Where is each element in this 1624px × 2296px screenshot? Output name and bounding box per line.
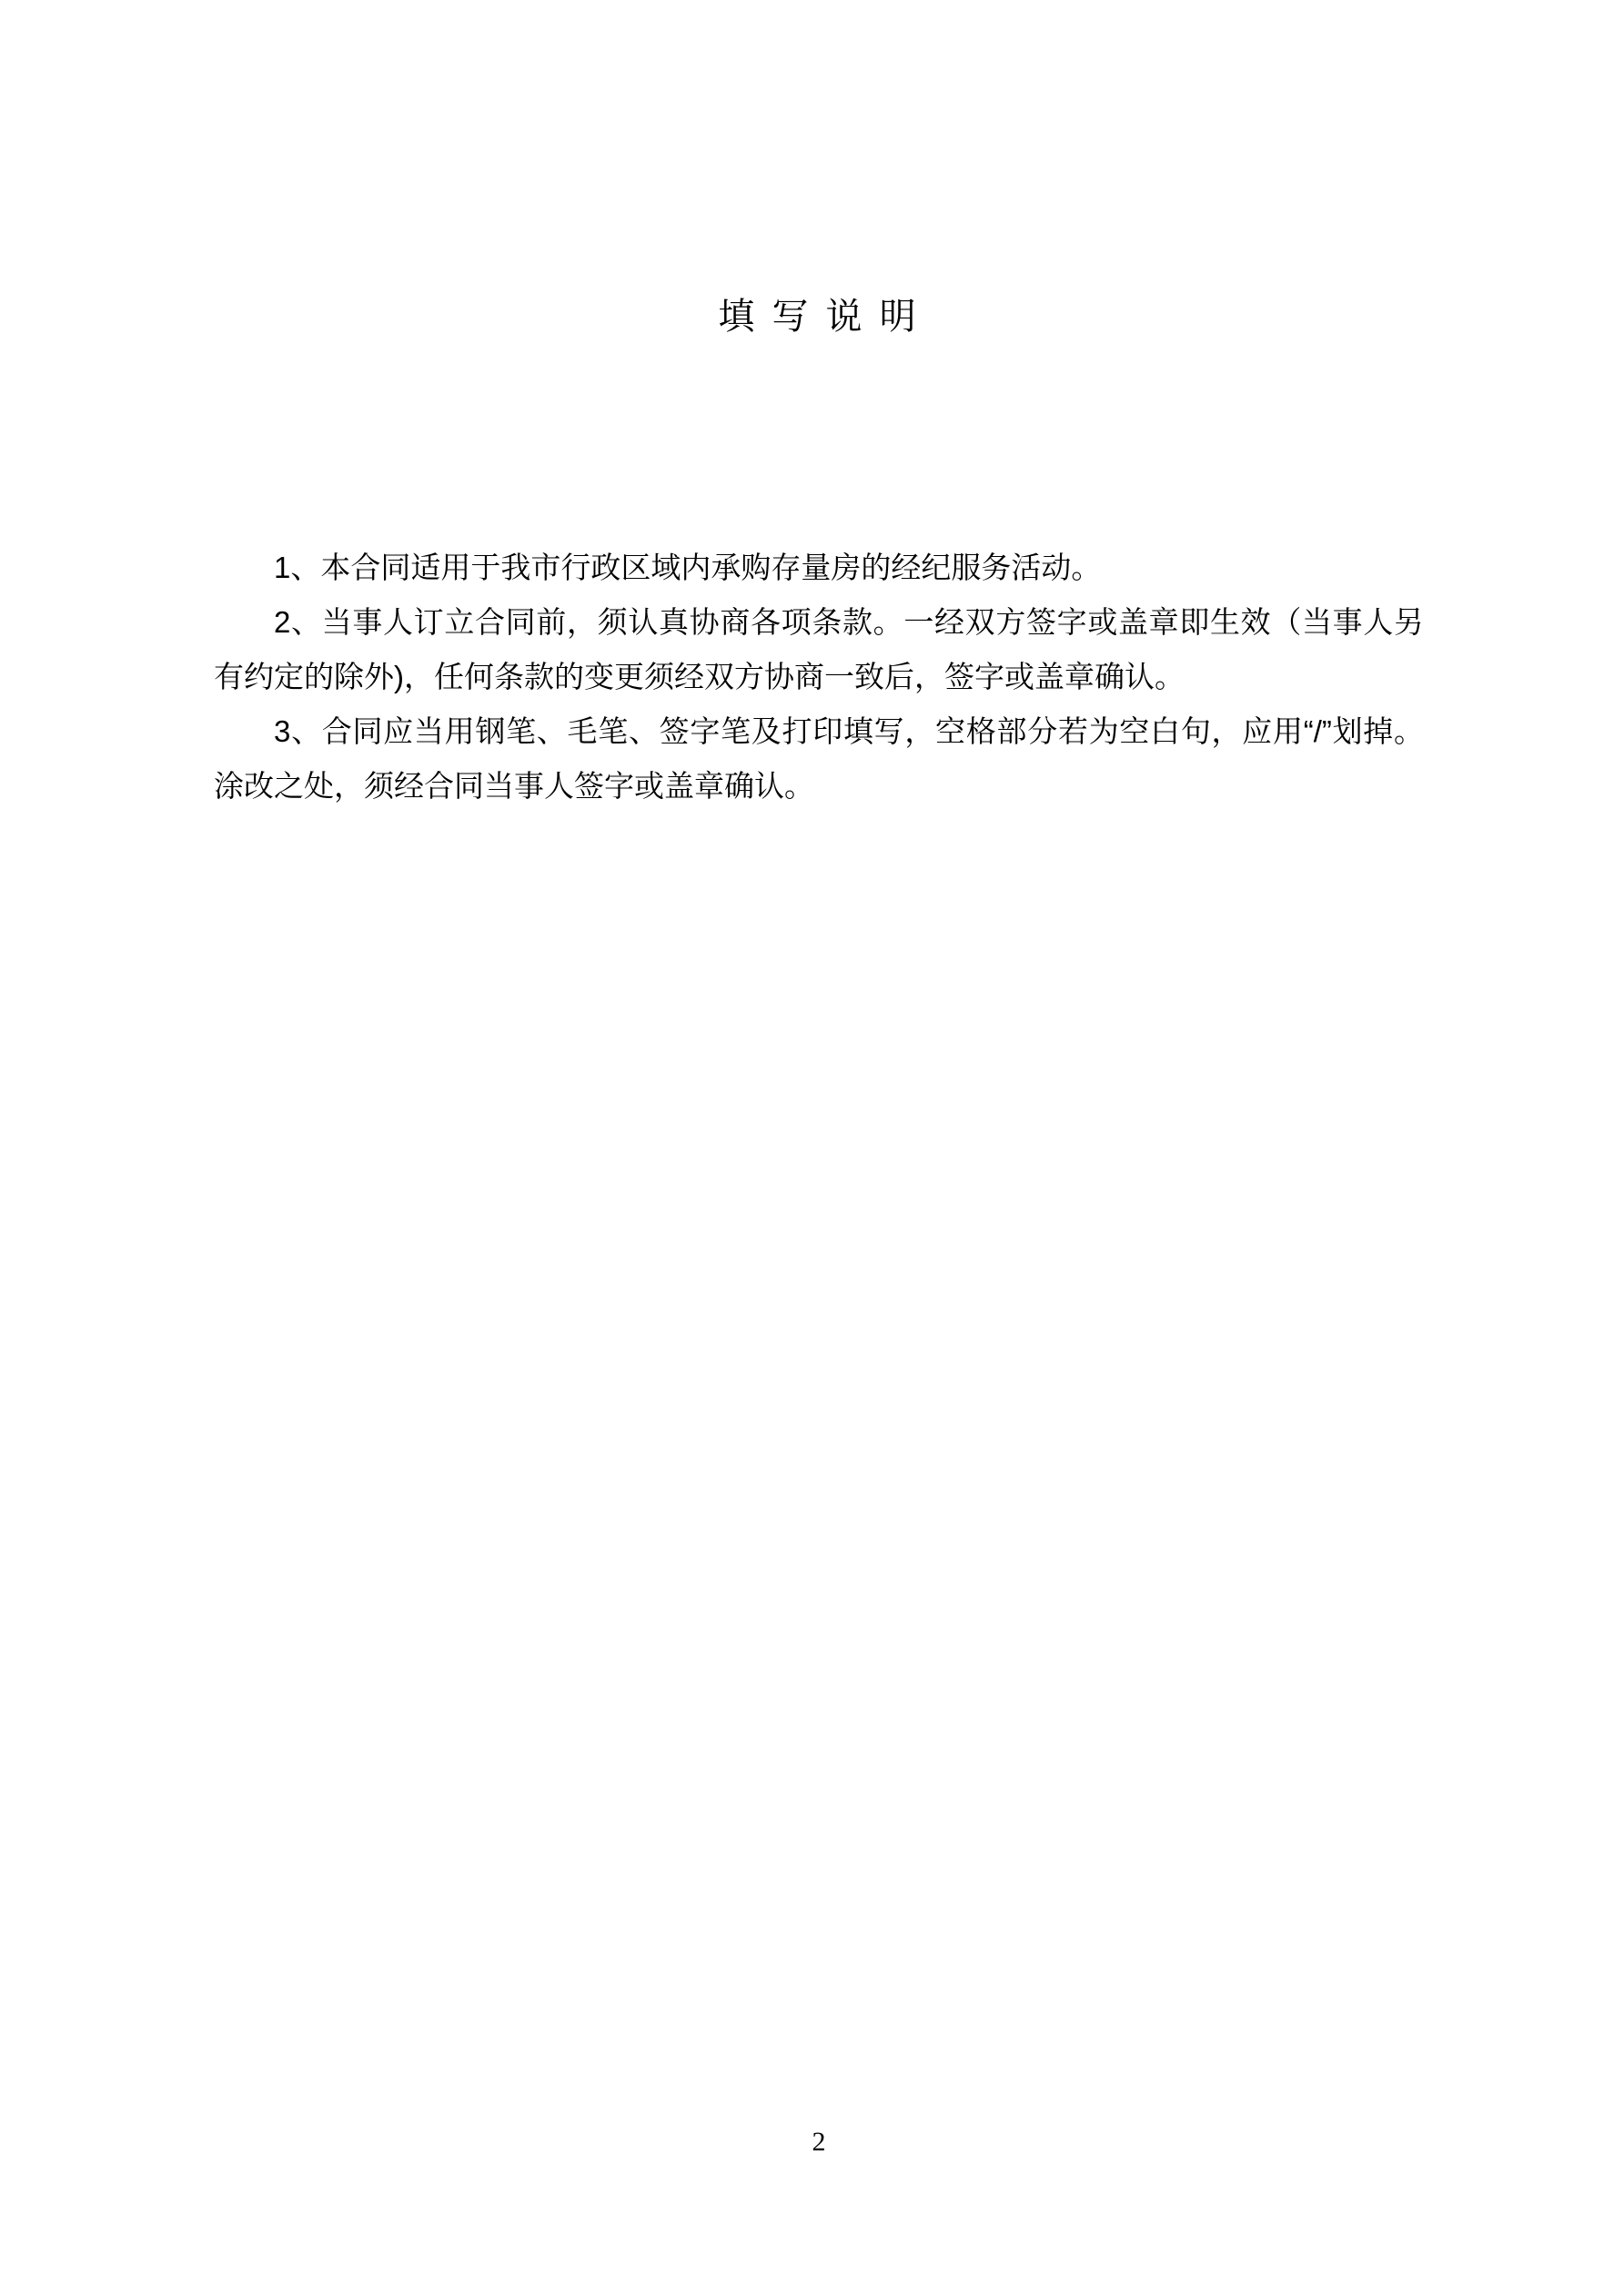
page-number: 2 [812,2127,826,2157]
instruction-paragraph: 3、合同应当用钢笔、毛笔、签字笔及打印填写，空格部分若为空白句，应用“/”划掉。涂改之处，须经合同当事人签字或盖章确认。 [214,714,1424,803]
page-title: 填 写 说 明 [718,297,920,337]
instruction-paragraph: 1、本合同适用于我市行政区域内承购存量房的经纪服务活动。 [274,551,1102,584]
instruction-paragraph: 2、当事人订立合同前，须认真协商各项条款。一经双方签字或盖章即生效（当事人另有约定的除外)，任何条款的变更须经双方协商一致后，签字或盖章确认。 [214,605,1424,693]
instructions-body [214,541,1424,814]
